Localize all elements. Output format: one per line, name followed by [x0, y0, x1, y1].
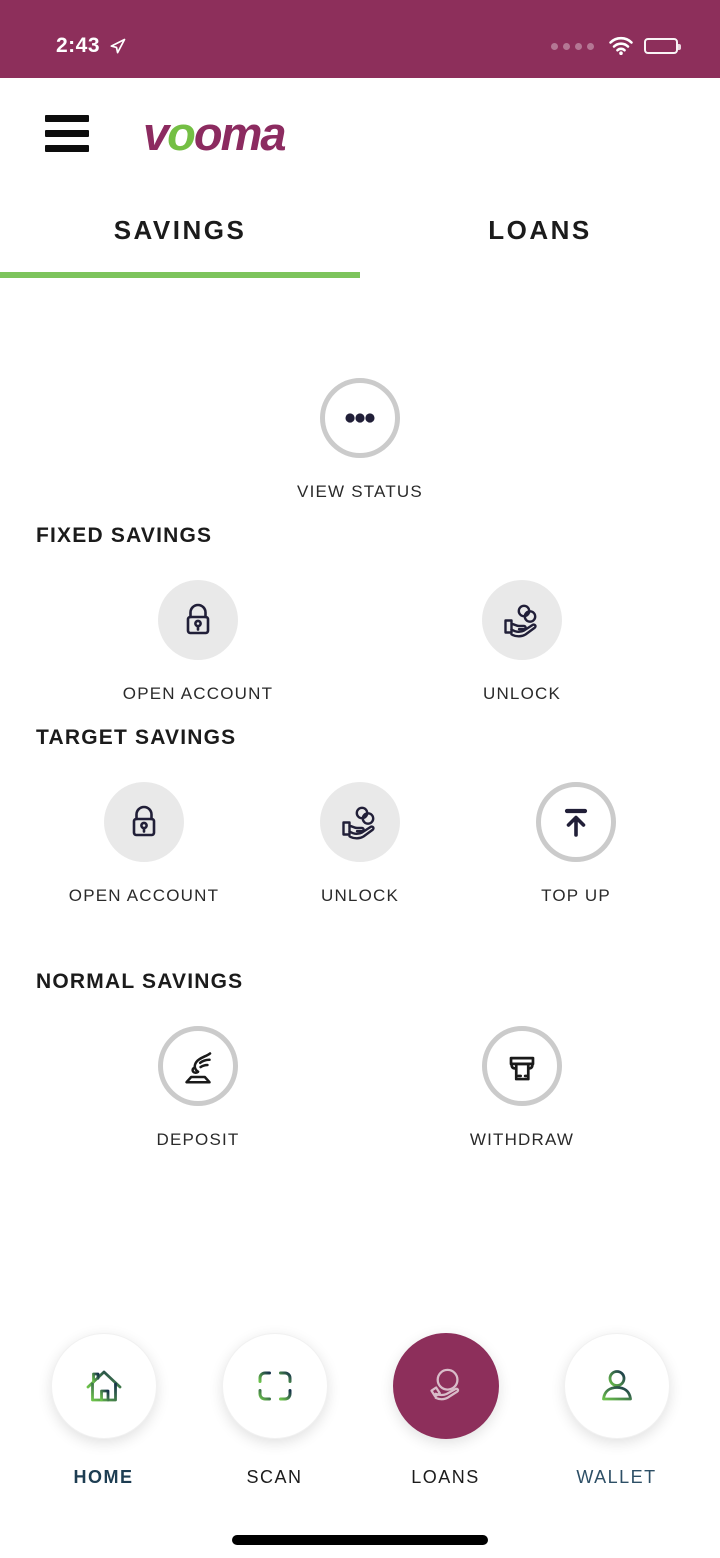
section-fixed-savings: [0, 524, 720, 704]
normal-withdraw-button[interactable]: [360, 1026, 684, 1150]
location-arrow-icon: [108, 36, 128, 56]
action-label: UNLOCK: [482, 684, 562, 703]
nav-label-scan: SCAN: [246, 1467, 303, 1487]
status-time: 2:43: [56, 34, 101, 57]
bottom-navigation: [0, 1333, 720, 1488]
section-title: NORMAL SAVINGS: [36, 970, 244, 993]
hand-coins-icon: [482, 580, 562, 660]
view-status-label: VIEW STATUS: [297, 482, 423, 501]
tab-bar: [0, 197, 720, 278]
action-label: OPEN ACCOUNT: [122, 684, 274, 703]
normal-deposit-button[interactable]: [36, 1026, 360, 1150]
action-label: UNLOCK: [320, 886, 400, 905]
action-label: WITHDRAW: [469, 1130, 575, 1149]
person-icon: [564, 1333, 670, 1439]
nav-item-loans[interactable]: [360, 1333, 531, 1488]
nav-item-scan[interactable]: [189, 1333, 360, 1488]
ellipsis-dots-icon: [320, 378, 400, 458]
section-target-savings: [0, 726, 720, 906]
action-label: OPEN ACCOUNT: [68, 886, 220, 905]
cash-slot-icon: [482, 1026, 562, 1106]
vooma-logo: [143, 107, 285, 160]
fixed-unlock-button[interactable]: [360, 580, 684, 704]
wifi-icon: [608, 36, 634, 56]
view-status-button[interactable]: [0, 378, 720, 502]
cellular-signal-icon: [551, 43, 594, 50]
nav-label-loans: LOANS: [411, 1467, 480, 1487]
logo-letter: o: [167, 107, 194, 160]
tab-savings[interactable]: SAVINGS: [0, 197, 360, 278]
fixed-open-account-button[interactable]: [36, 580, 360, 704]
nav-item-home[interactable]: [18, 1333, 189, 1488]
section-title: FIXED SAVINGS: [36, 524, 213, 547]
status-bar: [0, 0, 720, 78]
target-open-account-button[interactable]: [36, 782, 252, 906]
app-header: [0, 78, 720, 169]
section-title: TARGET SAVINGS: [36, 726, 237, 749]
arrow-up-bar-icon: [536, 782, 616, 862]
action-label: TOP UP: [541, 886, 611, 905]
lock-icon: [104, 782, 184, 862]
tab-loans[interactable]: LOANS: [488, 215, 592, 245]
logo-letter: o: [193, 107, 221, 160]
battery-icon: [644, 38, 678, 54]
target-unlock-button[interactable]: [252, 782, 468, 906]
home-icon: [51, 1333, 157, 1439]
section-normal-savings: [0, 970, 720, 1150]
home-indicator[interactable]: [232, 1535, 488, 1545]
logo-letter: v: [143, 107, 168, 160]
hand-coins-icon: [320, 782, 400, 862]
lock-icon: [158, 580, 238, 660]
menu-icon[interactable]: [45, 115, 89, 152]
nav-label-wallet: WALLET: [576, 1467, 657, 1487]
target-top-up-button[interactable]: [468, 782, 684, 906]
action-label: DEPOSIT: [156, 1130, 240, 1149]
nav-label-home: HOME: [73, 1467, 134, 1487]
scan-frame-icon: [222, 1333, 328, 1439]
nav-item-wallet[interactable]: [531, 1333, 702, 1488]
logo-letter: ma: [220, 107, 285, 160]
hand-coin-icon: [393, 1333, 499, 1439]
hand-deposit-icon: [158, 1026, 238, 1106]
